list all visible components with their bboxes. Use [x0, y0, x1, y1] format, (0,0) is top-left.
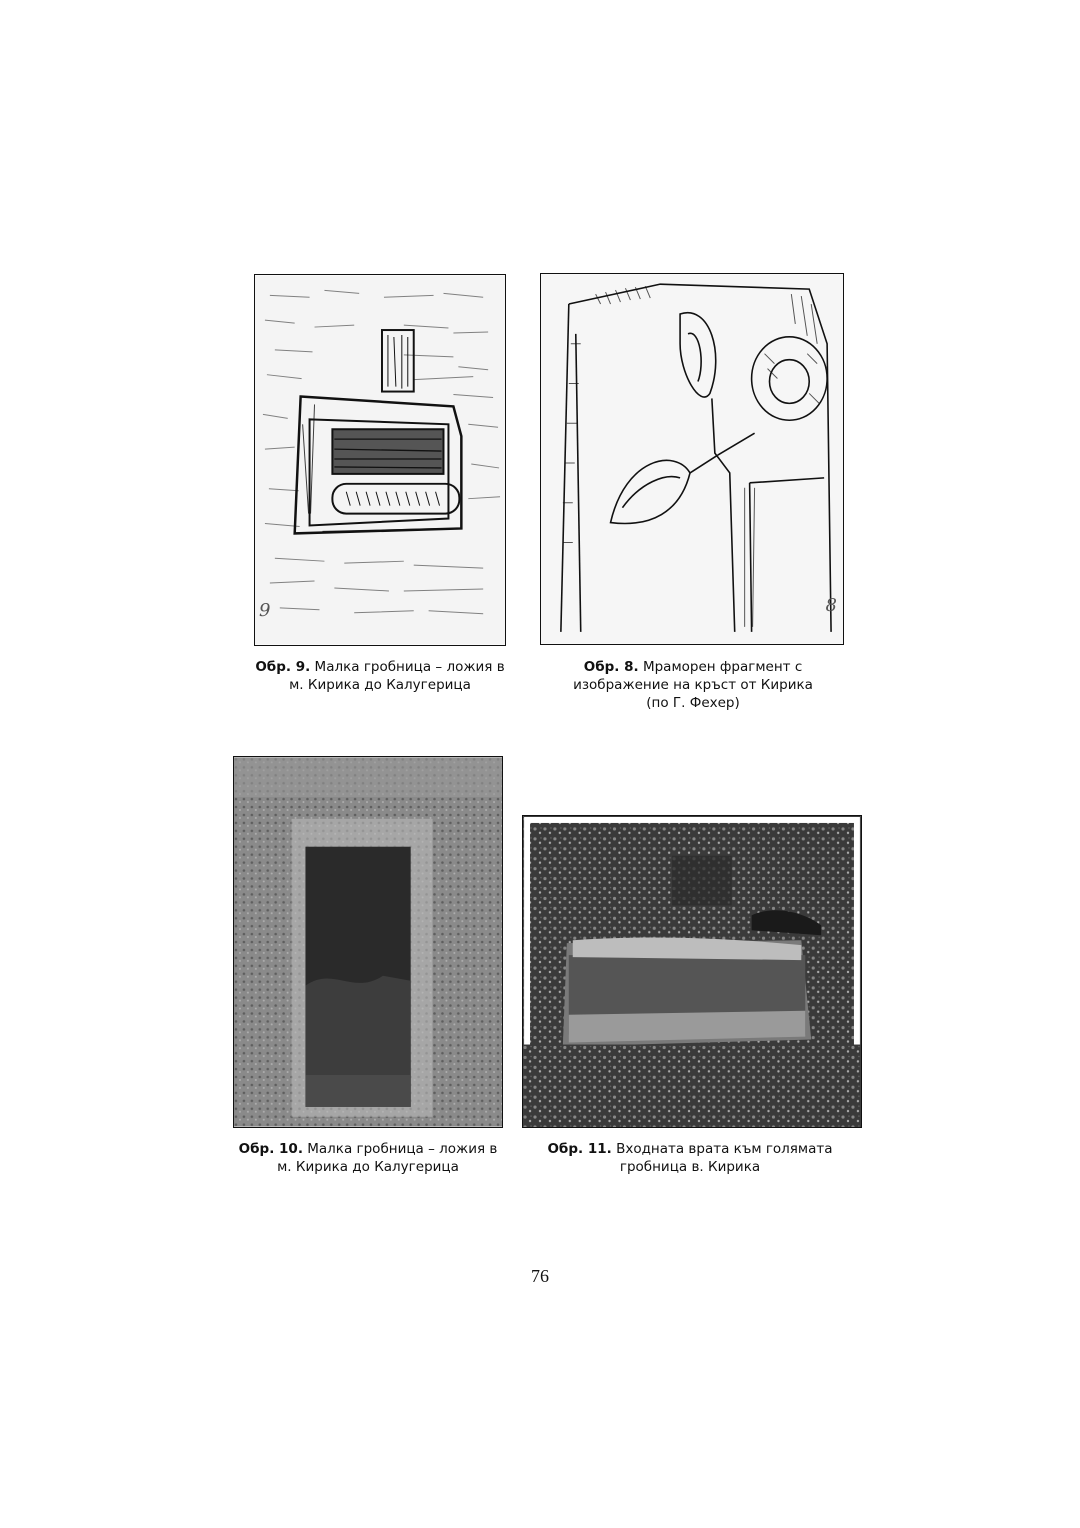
- figure-9-caption: [240, 658, 520, 694]
- figure-9-label: Обр. 9.: [255, 659, 311, 675]
- figure-8-caption-line1: Мраморен фрагмент с: [642, 659, 803, 675]
- figure-9-caption-line1: Малка гробница – ложия в: [314, 659, 505, 675]
- page-number: 76: [531, 1266, 549, 1286]
- figure-8-drawing: [540, 273, 844, 645]
- drawing-mark-8: 8: [825, 595, 837, 616]
- drawing-mark-9: 9: [259, 600, 271, 621]
- figure-10-caption: [228, 1140, 508, 1176]
- figure-10-photo: [233, 756, 503, 1128]
- figure-9-caption-line2: м. Кирика до Калугерица: [289, 677, 471, 693]
- figure-11-caption-line2: гробница в. Кирика: [619, 1159, 761, 1175]
- figure-11-caption: [540, 1140, 840, 1176]
- figure-10-caption-line2: м. Кирика до Калугерица: [277, 1159, 459, 1175]
- figure-11-label: Обр. 11.: [547, 1141, 612, 1157]
- figure-8-caption-line3: (по Г. Фехер): [646, 695, 740, 711]
- figure-8-caption: [548, 658, 838, 712]
- figure-11-caption-line1: Входната врата към голямата: [616, 1141, 833, 1157]
- figure-8-caption-line2: изображение на кръст от Кирика: [573, 677, 813, 693]
- figure-11-photo: [522, 815, 862, 1128]
- figure-10-label: Обр. 10.: [238, 1141, 303, 1157]
- figure-8-label: Обр. 8.: [583, 659, 639, 675]
- figure-9-sketch: [254, 274, 506, 646]
- figure-10-caption-line1: Малка гробница – ложия в: [307, 1141, 498, 1157]
